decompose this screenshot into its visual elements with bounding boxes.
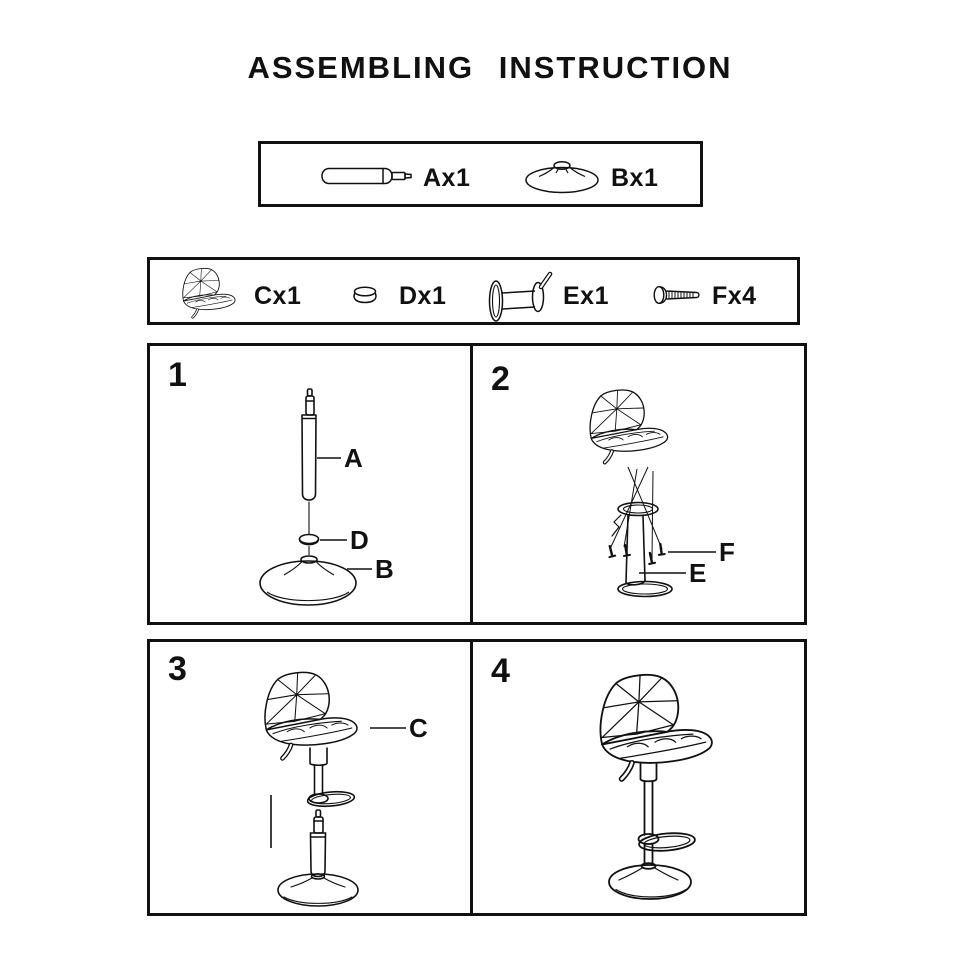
seat-post-drawing — [307, 748, 355, 808]
callout-label-c: C — [409, 713, 428, 743]
part-e-qty-label: Ex1 — [563, 282, 609, 310]
screw-icon — [653, 285, 705, 305]
step-4-number: 4 — [491, 652, 510, 690]
callout-label-b: B — [375, 554, 394, 584]
part-f-qty-label: Fx4 — [712, 282, 757, 310]
part-a-qty-label: Ax1 — [423, 164, 471, 192]
step-3-diagram — [150, 642, 470, 913]
hardware-box-1 — [258, 141, 703, 207]
base-drawing — [260, 556, 356, 605]
page-title: ASSEMBLING INSTRUCTION — [247, 50, 733, 85]
callout-label-e: E — [689, 558, 707, 588]
part-d-qty-label: Dx1 — [399, 282, 447, 310]
screws-drawing — [607, 544, 665, 564]
part-c-qty-label: Cx1 — [254, 282, 302, 310]
step-1-diagram — [150, 346, 470, 622]
callout-label-d: D — [350, 525, 369, 555]
hardware-box-2 — [147, 257, 800, 325]
footrest-ring-icon — [488, 266, 554, 324]
round-base-icon — [523, 159, 601, 195]
seat-icon — [175, 267, 239, 321]
step-row-2 — [147, 639, 807, 916]
part-b-qty-label: Bx1 — [611, 164, 659, 192]
cover-ring-drawing — [300, 535, 319, 556]
footrest-drawing — [612, 503, 672, 597]
gas-lift-icon — [321, 165, 415, 187]
cone-cover-icon — [349, 285, 381, 305]
callout-label-f: F — [719, 537, 735, 567]
assembled-stool-drawing — [609, 764, 696, 899]
step-1-number: 1 — [168, 356, 187, 394]
step-row-1 — [147, 343, 807, 625]
gas-lift-base-drawing — [278, 810, 358, 906]
step-2-number: 2 — [491, 360, 510, 398]
callout-label-a: A — [344, 443, 363, 473]
step-4-diagram — [473, 642, 804, 913]
gas-lift-drawing — [302, 389, 316, 534]
step-2-diagram — [473, 346, 804, 622]
step-3-number: 3 — [168, 650, 187, 688]
